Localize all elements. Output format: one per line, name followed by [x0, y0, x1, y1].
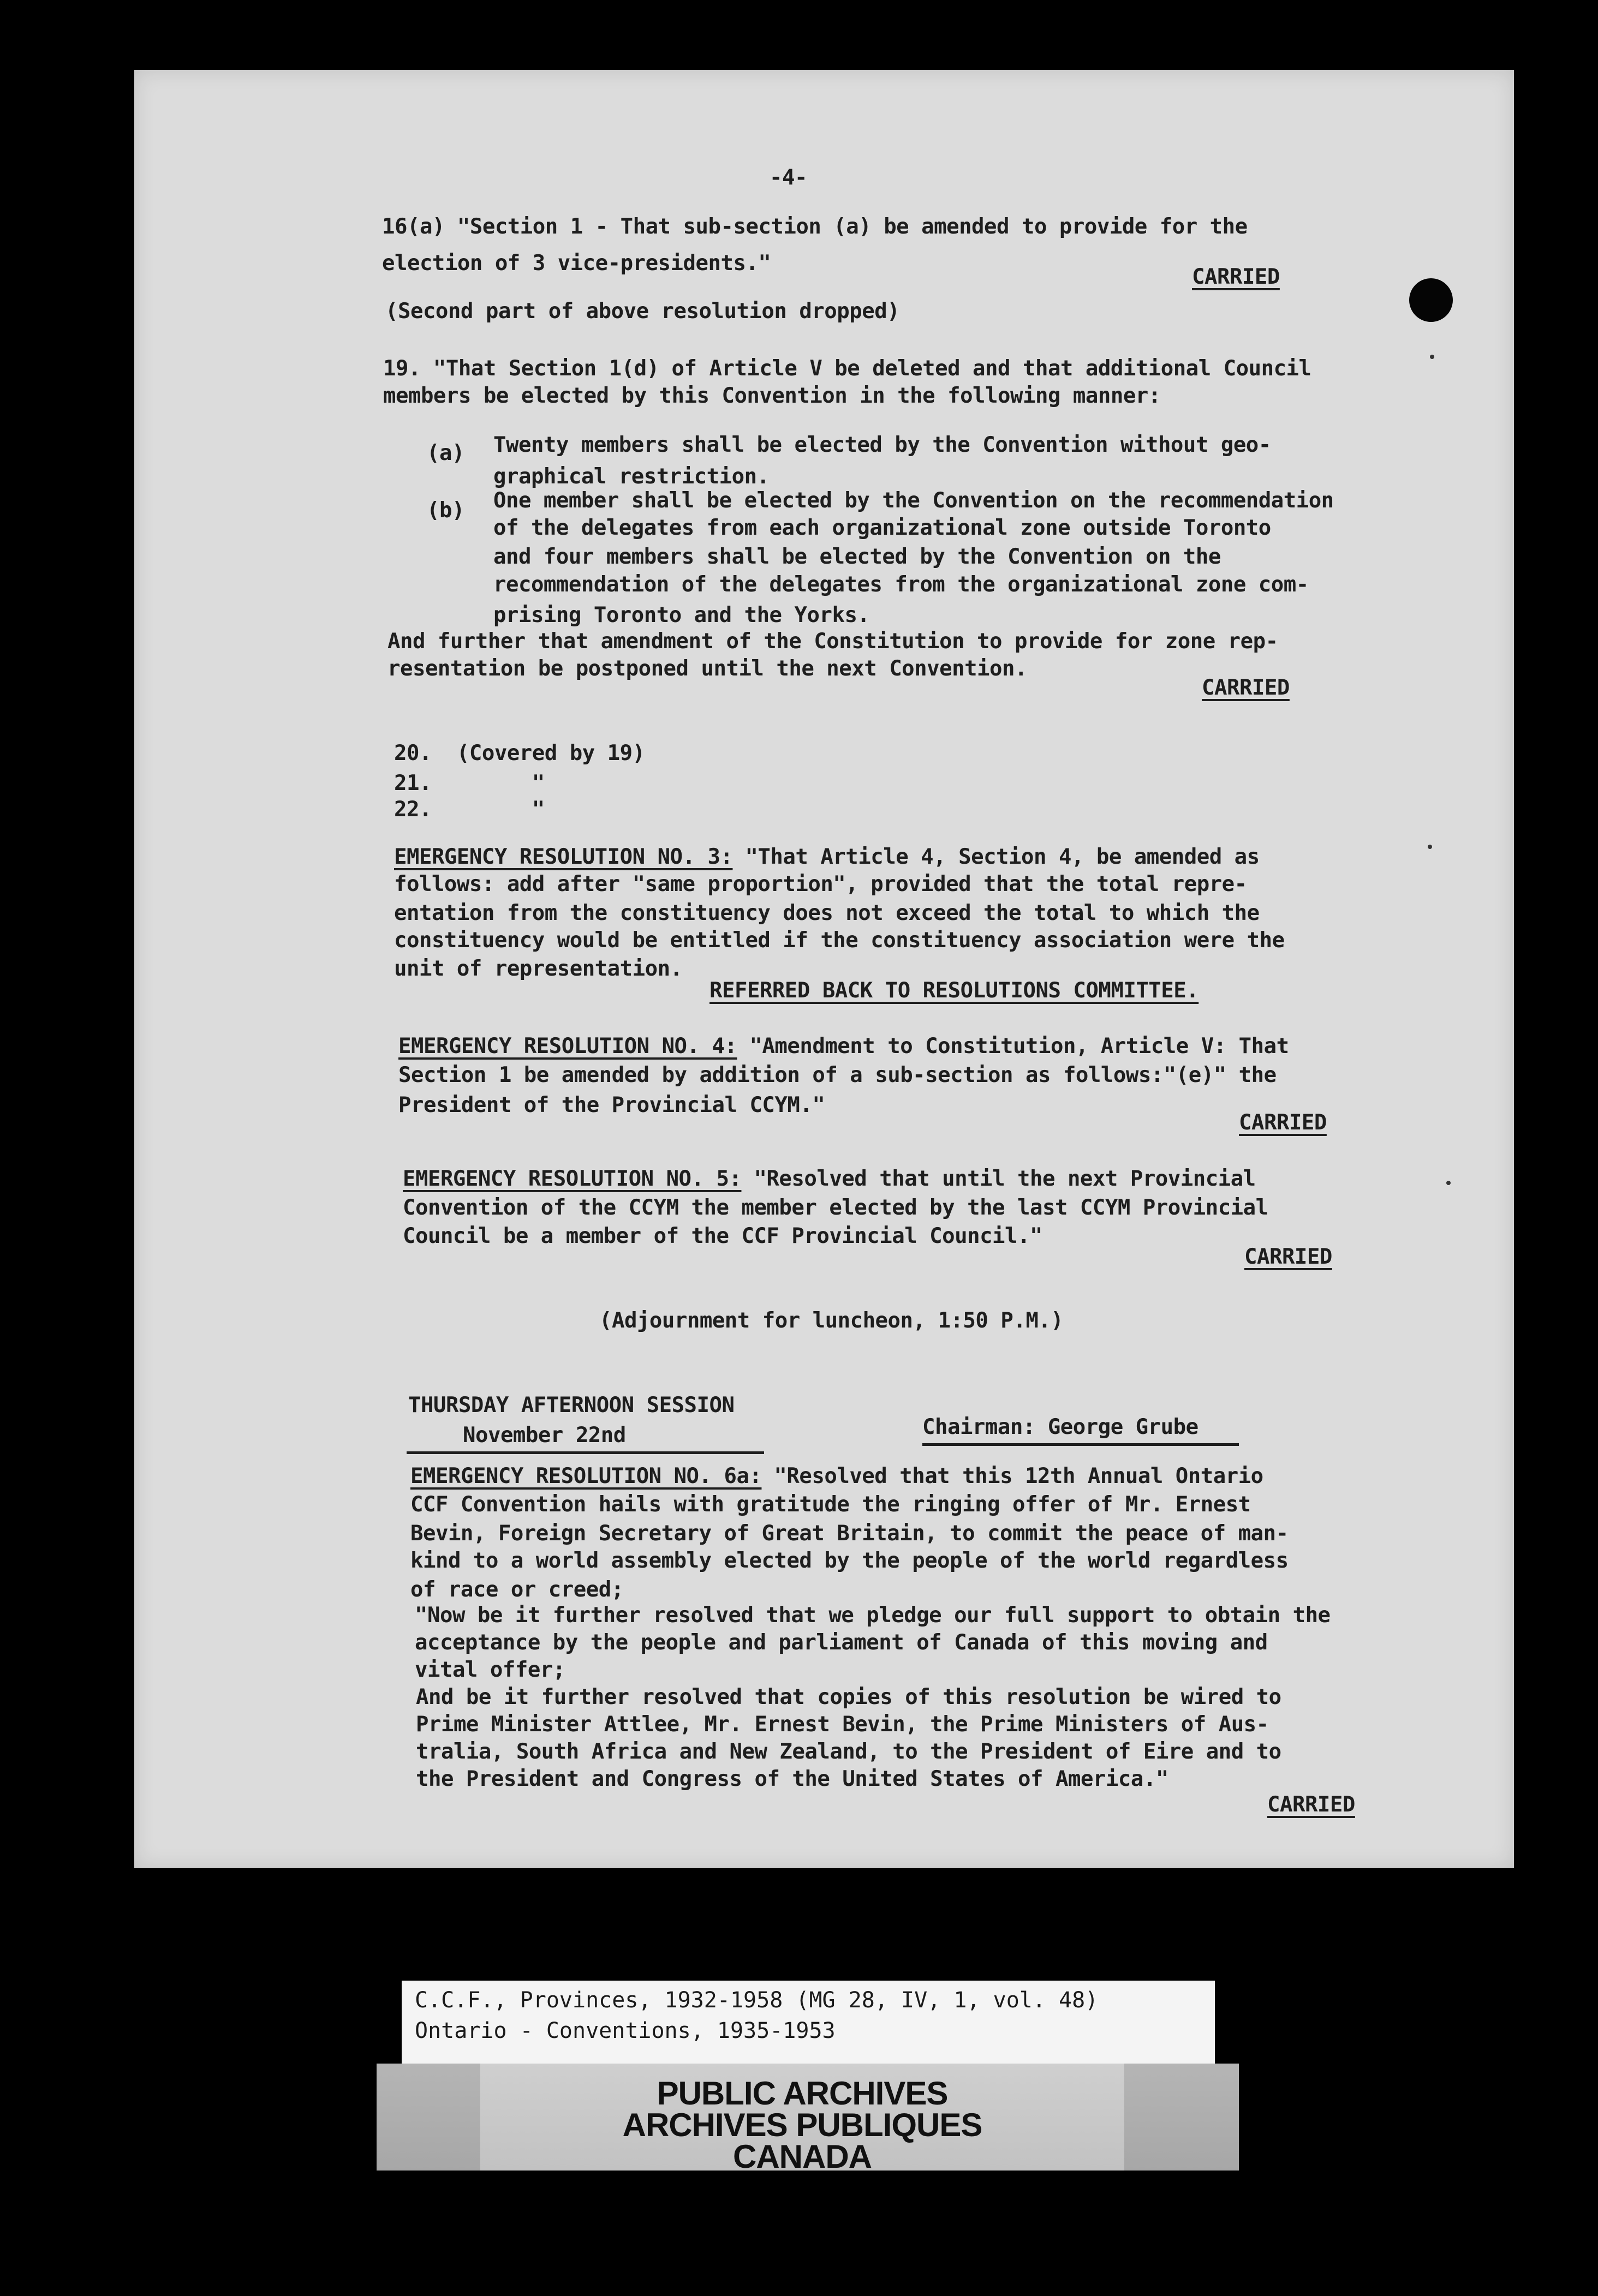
session-chair: [922, 1413, 1198, 1441]
speck: [1446, 1181, 1451, 1185]
resolution-text: kind to a world assembly elected by the people of the world regardless: [410, 1548, 1289, 1573]
resolution-19-item-a: graphical restriction.: [493, 464, 770, 489]
resolution-heading: EMERGENCY RESOLUTION NO. 4:: [398, 1034, 737, 1059]
resolution-text: "Amendment to Constitution, Article V: That: [737, 1034, 1289, 1059]
resolution-19-item-a: Twenty members shall be elected by the Convention without geo-: [493, 433, 1271, 457]
stamp-line: PUBLIC ARCHIVES: [657, 2075, 948, 2112]
resolution-text: "Resolved that this 12th Annual Ontario: [761, 1464, 1263, 1488]
resolution-19-line: And further that amendment of the Constitution to provide for zone rep-: [387, 629, 1278, 654]
resolution-19-item-b: prising Toronto and the Yorks.: [493, 603, 870, 627]
resolution-text: entation from the constituency does not exceed the total to which the: [394, 901, 1260, 925]
carried-status: CARRIED: [1267, 1792, 1355, 1817]
resolution-heading: EMERGENCY RESOLUTION NO. 3:: [394, 845, 733, 869]
resolution-text: "Now be it further resolved that we pledge our full support to obtain the: [415, 1603, 1331, 1628]
resolution-16a-line: 16(a) "Section 1 - That sub-section (a) be amended to provide for the: [382, 214, 1248, 239]
resolution-text: tralia, South Africa and New Zealand, to the President of Eire and to: [416, 1739, 1281, 1764]
resolution-19-line: 19. "That Section 1(d) of Article V be deleted and that additional Council: [383, 356, 1311, 381]
emergency-resolution-6a: [410, 1462, 1263, 1490]
resolution-text: the President and Congress of the United States of America.": [416, 1767, 1168, 1791]
resolution-text: And be it further resolved that copies of this resolution be wired to: [416, 1685, 1281, 1709]
resolution-text: unit of representation.: [394, 956, 683, 981]
archive-reference-line: Ontario - Conventions, 1935-1953: [415, 2018, 836, 2043]
resolution-heading: EMERGENCY RESOLUTION NO. 6a:: [410, 1464, 762, 1488]
resolution-note: (Second part of above resolution dropped): [385, 299, 900, 324]
resolution-text: CCF Convention hails with gratitude the ringing offer of Mr. Ernest: [410, 1492, 1251, 1517]
emergency-resolution-5: [403, 1165, 1256, 1193]
document-page: [134, 70, 1514, 1868]
stamp-line: ARCHIVES PUBLIQUES: [622, 2107, 982, 2143]
carried-status: CARRIED: [1244, 1245, 1332, 1269]
emergency-resolution-3: [394, 843, 1260, 871]
resolution-text: follows: add after "same proportion", provided that the total repre-: [394, 872, 1247, 896]
resolution-text: acceptance by the people and parliament of Canada of this moving and: [415, 1630, 1268, 1655]
covered-line: 20. (Covered by 19): [394, 741, 645, 766]
resolution-19-line: members be elected by this Convention in the following manner:: [383, 384, 1161, 408]
emergency-resolution-4: [398, 1032, 1289, 1060]
resolution-text: constituency would be entitled if the constituency association were the: [394, 928, 1285, 953]
resolution-text: vital offer;: [415, 1658, 565, 1682]
resolution-19-item-b: recommendation of the delegates from the organizational zone com-: [493, 572, 1309, 597]
archive-reference-line: C.C.F., Provinces, 1932-1958 (MG 28, IV, 1, vol. 48): [415, 1988, 1099, 2013]
chair-underline: [922, 1443, 1239, 1446]
list-marker: (b): [427, 498, 464, 523]
stamp-line: CANADA: [733, 2138, 872, 2175]
resolution-text: of race or creed;: [410, 1577, 624, 1602]
resolution-text: Section 1 be amended by addition of a sub-section as follows:"(e)" the: [398, 1063, 1277, 1087]
chairman-name: George Grube: [1047, 1415, 1198, 1439]
resolution-text: "Resolved that until the next Provincial: [741, 1167, 1256, 1191]
resolution-19-item-b: One member shall be elected by the Convention on the recommendation: [493, 488, 1334, 513]
resolution-heading: EMERGENCY RESOLUTION NO. 5:: [403, 1167, 742, 1191]
resolution-text: "That Article 4, Section 4, be amended as: [732, 845, 1260, 869]
resolution-text: Convention of the CCYM the member elected by the last CCYM Provincial: [403, 1195, 1268, 1220]
adjournment-note: (Adjournment for luncheon, 1:50 P.M.): [599, 1308, 1064, 1333]
speck: [1428, 845, 1432, 849]
resolution-text: Council be a member of the CCF Provincial Council.": [403, 1224, 1042, 1248]
list-marker: (a): [427, 441, 464, 465]
carried-status: CARRIED: [1192, 265, 1280, 289]
carried-status: CARRIED: [1202, 675, 1290, 700]
session-date: November 22nd: [463, 1423, 626, 1448]
referred-back-status: REFERRED BACK TO RESOLUTIONS COMMITTEE.: [709, 978, 1199, 1003]
resolution-19-item-b: of the delegates from each organizational zone outside Toronto: [493, 516, 1271, 540]
resolution-19-item-b: and four members shall be elected by the Convention on the: [493, 545, 1221, 569]
carried-status: CARRIED: [1239, 1110, 1327, 1135]
resolution-text: Prime Minister Attlee, Mr. Ernest Bevin, the Prime Ministers of Aus-: [416, 1712, 1269, 1737]
resolution-text: Bevin, Foreign Secretary of Great Britain, to commit the peace of man-: [410, 1521, 1289, 1546]
resolution-16a-line: election of 3 vice-presidents.": [382, 251, 771, 276]
covered-line: 22. ": [394, 797, 545, 822]
session-underline: [407, 1451, 764, 1454]
chairman-label: Chairman:: [922, 1415, 1035, 1439]
page-number: -4-: [770, 165, 807, 190]
speck: [1430, 355, 1434, 359]
covered-line: 21. ": [394, 771, 545, 796]
resolution-19-line: resentation be postponed until the next Convention.: [387, 656, 1027, 681]
punch-hole: [1409, 278, 1453, 322]
session-title: THURSDAY AFTERNOON SESSION: [408, 1393, 735, 1418]
resolution-text: President of the Provincial CCYM.": [398, 1093, 825, 1117]
